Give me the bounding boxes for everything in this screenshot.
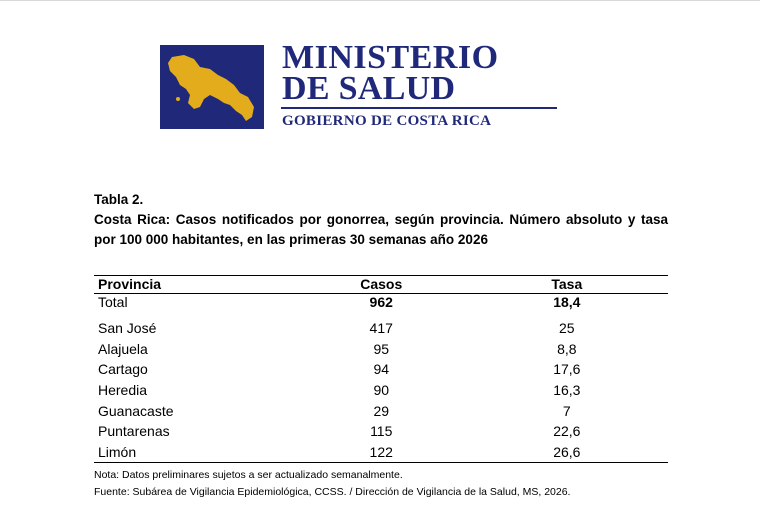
- cell-provincia: Heredia: [98, 382, 148, 399]
- cell-casos: 29: [373, 402, 390, 419]
- logo-divider: [281, 107, 557, 109]
- cell-casos: 962: [369, 294, 393, 310]
- island-dot: [176, 97, 180, 101]
- cell-provincia: Cartago: [98, 361, 148, 378]
- cell-tasa: 22,6: [553, 423, 581, 440]
- table-source: Fuente: Subárea de Vigilancia Epidemiológica, CCSS. / Dirección de Vigilancia de la Salud, MS, 2026.: [94, 486, 571, 498]
- ministerio-logo: [160, 39, 560, 130]
- cell-tasa: 26,6: [466, 442, 668, 463]
- cell-tasa: 17,6: [553, 361, 581, 378]
- table-title: Tabla 2.: [94, 192, 144, 207]
- cell-tasa: 18,4: [553, 294, 581, 310]
- cell-casos: 115: [370, 423, 393, 440]
- table-row: [94, 400, 668, 421]
- top-border: [0, 0, 760, 1]
- table-row: [94, 380, 668, 401]
- table-row: [94, 339, 668, 360]
- table-header-row: [94, 276, 668, 294]
- cell-tasa: 7: [562, 402, 571, 419]
- header-casos: Casos: [297, 276, 466, 294]
- table-description: Costa Rica: Casos notificados por gonorrea, según provincia. Número absoluto y tasa por 100 000 habitantes, en las primeras 30 semanas año 2026: [94, 212, 668, 247]
- cell-provincia: San José: [98, 320, 157, 337]
- cell-provincia: Guanacaste: [98, 402, 174, 419]
- cell-casos: 417: [369, 320, 393, 337]
- cell-casos: 94: [373, 361, 390, 378]
- table-row-total: [94, 294, 668, 319]
- table-row: [94, 359, 668, 380]
- costa-rica-map-icon: [160, 45, 264, 129]
- cell-casos: 122: [297, 442, 466, 463]
- gonorrea-table: [94, 275, 668, 463]
- logo-line-ministerio: MINISTERIO: [282, 39, 499, 76]
- costa-rica-map-shape: [168, 55, 254, 121]
- logo-line-gobierno: GOBIERNO DE COSTA RICA: [282, 113, 492, 129]
- cell-provincia: Alajuela: [98, 340, 148, 357]
- cell-provincia: Puntarenas: [98, 423, 170, 440]
- header-provincia: Provincia: [94, 276, 297, 294]
- table-row: [94, 318, 668, 339]
- logo-line-de-salud: DE SALUD: [282, 70, 456, 107]
- table-note: Nota: Datos preliminares sujetos a ser actualizado semanalmente.: [94, 469, 403, 481]
- table-row: [94, 421, 668, 442]
- cell-tasa: 16,3: [553, 382, 581, 399]
- cell-casos: 95: [373, 340, 390, 357]
- header-tasa: Tasa: [466, 276, 668, 294]
- cell-provincia: Total: [98, 294, 128, 310]
- cell-tasa: 8,8: [557, 340, 577, 357]
- cell-provincia: Limón: [94, 442, 297, 463]
- costa-rica-map-emblem: [160, 45, 264, 129]
- table-row: [94, 442, 668, 463]
- cell-casos: 90: [373, 382, 390, 399]
- cell-tasa: 25: [559, 320, 575, 337]
